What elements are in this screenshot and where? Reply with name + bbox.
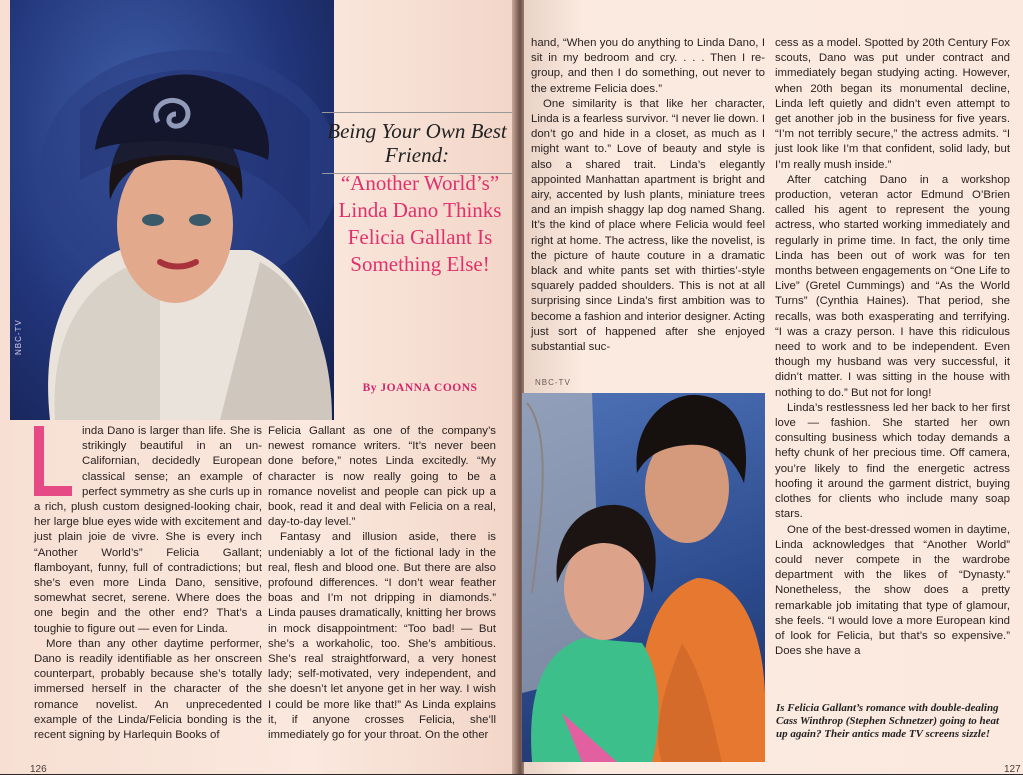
paragraph: More than any other daytime performer, Dano is readily identifiable as her onscreen counterpart, probably because she’s totally immersed herself in the character of the romance novelist. An unprecedented example of the Linda/Felicia bonding is the recent signing by Harlequin Books of [34,637,262,742]
page-number-right: 127 [1004,764,1021,775]
page-number-left: 126 [30,764,47,775]
portrait-illustration [10,0,334,420]
couple-photo [522,393,765,762]
photo-credit-right: NBC-TV [535,378,571,387]
article-headline: “Another World’s” Linda Dano Thinks Felicia Gallant Is Something Else! [338,171,502,276]
paragraph: Felicia Gallant as one of the company’s newest romance writers. “It’s never been done before,” notes Linda excitedly. “My character is now really going to be a romance novelist and people can pick up a book, read it and deal with Felicia on a real, day-to-day level.” [268,425,496,529]
text-column-2 [268,424,496,743]
paragraph: Fantasy and illusion aside, there is undeniably a lot of the fictional lady in the real, flesh and blood one. But there are also profound differences. “I don’t wear feather boas and I’m not dripping in diamonds.” Linda pauses dramatically, knitting her brows in mock disappointment: “Too bad! — But she’s a workaholic, too. She’s ambitious. She’s real straightforward, a very honest lady; self-motivated, very independent, and she doesn’t let anyone get in her way. I wish I could be more like that!” As Linda explains it, if anyone crosses Felicia, she’ll immediately go for your throat. On the other [268,531,496,742]
paragraph: hand, “When you do anything to Linda Dano, I sit in my bedroom and cry. . . . Then I re-group, and then I do something, out never to the extreme Felicia does.” [531,37,765,95]
paragraph: cess as a model. Spotted by 20th Century Fox scouts, Dano was put under contract and immediately began studying acting. However, when 20th began its monumental decline, Linda left quietly and didn’t even attempt to get another job in the business for five years. “I’m not terribly secure,” the actress admits. “I just look like I’m that confident, solid lady, but I’m really mush inside.” [775,37,1010,171]
article-kicker: Being Your Own Best Friend: [322,112,512,174]
paragraph: One of the best-dressed women in daytime, Linda acknowledges that “Another World” could never compete in the wardrobe department with the likes of “Dynasty.” Nonetheless, the show does a pretty remarkable job imitating that type of glamour, she feels. “I would love a more European kind of look for Felicia, but that’s so expensive.” Does she have a [775,523,1010,658]
article-byline: By JOANNA COONS [362,382,478,394]
text-column-1 [34,424,262,743]
portrait-photo [10,0,334,420]
dropcap [34,424,80,500]
paragraph: inda Dano is larger than life. She is strikingly beautiful in an un-Californian, decidedly European classical sense; an example of perfect symmetry as she curls up in a rich, plush custom designed-looking chair, her large blue eyes wide with excitement and just plain joie de vivre. She is every inch “Another World’s” Felicia Gallant; flamboyant, funny, full of contradictions; but she’s even more Linda Dano, sensitive, somewhat secret, serene. Where does the one begin and the other end? That’s a toughie to figure out — even for Linda. [34,425,262,635]
paragraph: After catching Dano in a workshop production, veteran actor Edmund O’Brien called his agent to represent the young actress, who started working immediately and regularly in prime time. In fact, the only time Linda has been out of work was for ten months between engagements on “One Life to Live” (Gretel Cummings) and “As the World Turns” (Cynthia Haines). That period, she recalls, was both exasperating and terrifying. “I was a crazy person. I have this ridiculous need to work and to be independent. Even though my husband was very successful, it didn’t matter. I was sitting in the house with nothing to do.” But not for long! [775,173,1010,399]
text-column-3 [531,36,765,355]
opening-paragraph [34,424,262,637]
photo-caption: Is Felicia Gallant’s romance with double-dealing Cass Winthrop (Stephen Schnetzer) going to heat up again? Their antics made TV screens sizzle! [776,702,1000,740]
text-column-4 [775,36,1010,659]
couple-illustration [522,393,765,762]
photo-credit-left: NBC-TV [14,319,23,355]
paragraph: Linda’s restlessness led her back to her first love — fashion. She started her own consulting business which today demands a hefty chunk of her precious time. Off camera, you’re likely to find the energetic actress hoofing it around the garment district, buying clothes for clients who include many soap stars. [775,401,1010,521]
paragraph: One similarity is that like her character, Linda is a fearless survivor. “I never lie down. I don’t go and hide in a closet, as much as I might want to.” Love of beauty and style is also a shared trait. Linda’s elegantly appointed Manhattan apartment is bright and airy, accented by lush plants, miniature trees and an impish shaggy lap dog named Shang. It’s the kind of place where Felicia would feel right at home. The actress, like the novelist, is the picture of haute couture in a dramatic black and white pants set with thirties’-style squarely padded shoulders. This is not at all surprising since Linda’s first ambition was to become a fashion and interior designer. Acting just sort of happened after she enjoyed substantial suc- [531,97,765,354]
